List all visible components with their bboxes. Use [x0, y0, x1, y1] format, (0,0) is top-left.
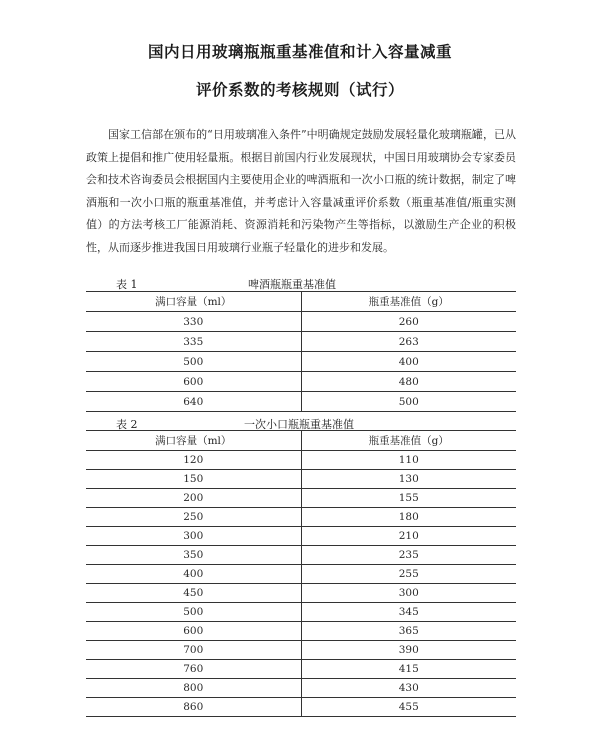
weight-cell: 210 [301, 527, 516, 546]
weight-cell: 455 [301, 698, 516, 717]
weight-cell: 155 [301, 489, 516, 508]
document-title-line1: 国内日用玻璃瓶瓶重基准值和计入容量减重 [147, 43, 452, 61]
weight-cell: 130 [301, 470, 516, 489]
table1 [86, 291, 516, 412]
capacity-cell: 150 [86, 470, 301, 489]
capacity-cell: 335 [86, 332, 301, 352]
capacity-cell: 330 [86, 312, 301, 332]
table1-label: 表 1 [116, 278, 138, 291]
weight-cell: 180 [301, 508, 516, 527]
capacity-cell: 300 [86, 527, 301, 546]
table1-header-capacity: 满口容量（ml） [86, 292, 301, 312]
capacity-cell: 700 [86, 641, 301, 660]
capacity-cell: 760 [86, 660, 301, 679]
table1-body [86, 312, 516, 412]
table-row [86, 603, 516, 622]
weight-cell: 345 [301, 603, 516, 622]
document-title-line2: 评价系数的考核规则（试行） [195, 81, 404, 99]
table-row [86, 489, 516, 508]
weight-cell: 260 [301, 312, 516, 332]
table-row [86, 332, 516, 352]
weight-cell: 235 [301, 546, 516, 565]
table-row [86, 679, 516, 698]
table2-header-capacity: 满口容量（ml） [86, 431, 301, 451]
table-row [86, 451, 516, 470]
table-row [86, 584, 516, 603]
table-row [86, 508, 516, 527]
weight-cell: 263 [301, 332, 516, 352]
table-row [86, 527, 516, 546]
capacity-cell: 400 [86, 565, 301, 584]
table-row [86, 641, 516, 660]
table2-header-weight: 瓶重基准值（g） [301, 431, 516, 451]
table-row [86, 352, 516, 372]
table2-label: 表 2 [116, 418, 138, 431]
capacity-cell: 250 [86, 508, 301, 527]
capacity-cell: 600 [86, 622, 301, 641]
table-row [86, 470, 516, 489]
weight-cell: 390 [301, 641, 516, 660]
capacity-cell: 450 [86, 584, 301, 603]
table-row [86, 660, 516, 679]
table-row [86, 622, 516, 641]
capacity-cell: 800 [86, 679, 301, 698]
table2 [86, 430, 516, 717]
capacity-cell: 640 [86, 392, 301, 412]
capacity-cell: 600 [86, 372, 301, 392]
table2-caption: 一次小口瓶瓶重基准值 [244, 418, 354, 431]
capacity-cell: 350 [86, 546, 301, 565]
weight-cell: 255 [301, 565, 516, 584]
table2-body [86, 451, 516, 717]
table-row [86, 698, 516, 717]
capacity-cell: 200 [86, 489, 301, 508]
table-row [86, 312, 516, 332]
capacity-cell: 120 [86, 451, 301, 470]
weight-cell: 430 [301, 679, 516, 698]
intro-paragraph: 国家工信部在颁布的“日用玻璃准入条件”中明确规定鼓励发展轻量化玻璃瓶罐，已从政策上提倡和推广使用轻量瓶。根据目前国内行业发展现状，中国日用玻璃协会专家委员会和技术咨询委员会根据国内主要使用企业的啤酒瓶和一次小口瓶的统计数据，制定了啤酒瓶和一次小口瓶的瓶重基准值，并考虑计入容量减重评价系数（瓶重基准值/瓶重实测值）的方法考核工厂能源消耗、资源消耗和污染物产生等指标，以激励生产企业的积极性，从而逐步推进我国日用玻璃行业瓶子轻量化的进步和发展。 [86, 128, 516, 254]
capacity-cell: 500 [86, 603, 301, 622]
weight-cell: 300 [301, 584, 516, 603]
table-row [86, 565, 516, 584]
table-row [86, 546, 516, 565]
table-row [86, 392, 516, 412]
weight-cell: 365 [301, 622, 516, 641]
table1-caption: 啤酒瓶瓶重基准值 [248, 278, 336, 291]
table-row [86, 372, 516, 392]
table1-header-weight: 瓶重基准值（g） [301, 292, 516, 312]
capacity-cell: 860 [86, 698, 301, 717]
weight-cell: 480 [301, 372, 516, 392]
capacity-cell: 500 [86, 352, 301, 372]
weight-cell: 400 [301, 352, 516, 372]
weight-cell: 415 [301, 660, 516, 679]
weight-cell: 500 [301, 392, 516, 412]
weight-cell: 110 [301, 451, 516, 470]
